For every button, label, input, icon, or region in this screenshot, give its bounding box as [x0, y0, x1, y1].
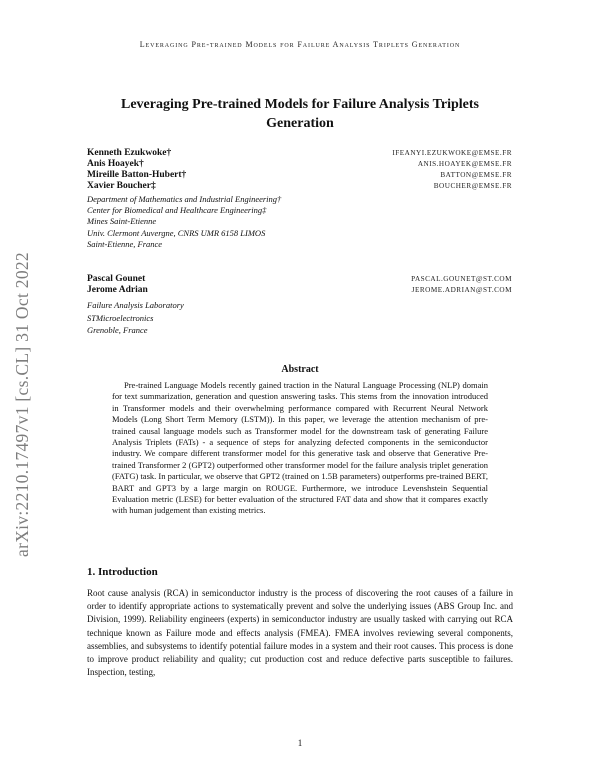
- paper-title: [90, 95, 510, 133]
- affiliation-line: Center for Biomedical and Healthcare Engineering‡: [87, 205, 267, 216]
- abstract-heading: Abstract: [281, 364, 319, 375]
- affiliation-line: Failure Analysis Laboratory: [87, 300, 184, 310]
- author-row: [87, 159, 512, 170]
- running-head: Leveraging Pre-trained Models for Failure Analysis Triplets Generation: [139, 40, 461, 49]
- author-name: Xavier Boucher‡: [87, 181, 156, 191]
- abstract-text: Pre-trained Language Models recently gained traction in the Natural Language Processing (NLP) domain for text summarization, generation and question answering tasks. This stems from the innovation introduced in Transformer models and their overwhelming performance compared with Recurrent Neural Network Models (Long Short Term Memory (LSTM)). In this paper, we leverage the attention mechanism of pre-trained causal language models such as Transformer model for the downstream task of generating Failure Analysis Triplets (FATs) - a sequence of steps for analyzing defected components in the semiconductor industry. We compare different transformer model for this generative task and observe that Generative Pre-trained Transformer 2 (GPT2) outperformed other transformer model for the failure analysis triplet generation (FATG) task. In particular, we observe that GPT2 (trained on 1.5B parameters) outperforms pre-trained BERT, BART and GPT3 by a large margin on ROUGE. Furthermore, we introduce Levenshstein Sequential Evaluation metric (LESE) for better evaluation of the structured FAT data and show that it compares exactly with human judgement than existing metrics.: [112, 380, 488, 516]
- author-name: Anis Hoayek†: [87, 159, 144, 169]
- author-email[interactable]: ANIS.HOAYEK@EMSE.FR: [417, 160, 512, 168]
- affiliation-line: Univ. Clermont Auvergne, CNRS UMR 6158 LIMOS: [87, 227, 266, 238]
- author-email[interactable]: BOUCHER@EMSE.FR: [433, 182, 512, 190]
- title-line-1: Leveraging Pre-trained Models for Failure Analysis Triplets: [120, 97, 479, 112]
- author-name: Mireille Batton-Hubert†: [87, 170, 187, 180]
- author-name: Kenneth Ezukwoke†: [87, 148, 172, 158]
- author-group-2: [87, 274, 512, 337]
- affiliation-line: Department of Mathematics and Industrial Engineering†: [87, 194, 282, 204]
- affiliation: [87, 194, 512, 250]
- author-name: Pascal Gounet: [87, 274, 146, 284]
- page-number: 1: [297, 738, 303, 748]
- author-row: [87, 148, 512, 159]
- title-line-2: Generation: [266, 116, 334, 131]
- author-email[interactable]: BATTON@EMSE.FR: [440, 171, 512, 179]
- section-heading-introduction: 1. Introduction: [87, 566, 158, 578]
- author-email[interactable]: JEROME.ADRIAN@ST.COM: [411, 286, 512, 294]
- author-row: [87, 274, 512, 285]
- affiliation-line: Grenoble, France: [87, 325, 148, 335]
- affiliation-line: Saint-Etienne, France: [87, 238, 163, 249]
- author-row: [87, 170, 512, 181]
- affiliation-line: Mines Saint-Etienne: [87, 216, 157, 227]
- author-email[interactable]: PASCAL.GOUNET@ST.COM: [411, 275, 512, 283]
- author-row: [87, 181, 512, 192]
- author-name: Jerome Adrian: [87, 285, 148, 295]
- author-email[interactable]: IFEANYI.EZUKWOKE@EMSE.FR: [392, 149, 512, 157]
- author-group-1: [87, 148, 512, 250]
- affiliation: [87, 299, 512, 337]
- author-row: [87, 285, 512, 296]
- affiliation-line: STMicroelectronics: [87, 312, 154, 323]
- arxiv-identifier[interactable]: arXiv:2210.17497v1 [cs.CL] 31 Oct 2022: [11, 251, 32, 557]
- introduction-text: Root cause analysis (RCA) in semiconductor industry is the process of discovering the root causes of a failure in order to identify appropriate actions to systematically prevent and solve the underlying issues (ABS Group Inc. and Division, 1999). Reliability engineers (experts) in semiconductor industry are usually tasked with carrying out RCA technique known as Failure mode and effects analysis (FMEA). FMEA involves reviewing several components, assemblies, and subsystems to identify potential failure modes in a system and their root causes. This process is done to improve product reliability and quality; cut production cost and reduce defective parts susceptible to failures. Inspection, testing,: [87, 588, 513, 678]
- arxiv-stamp: [5, 212, 39, 596]
